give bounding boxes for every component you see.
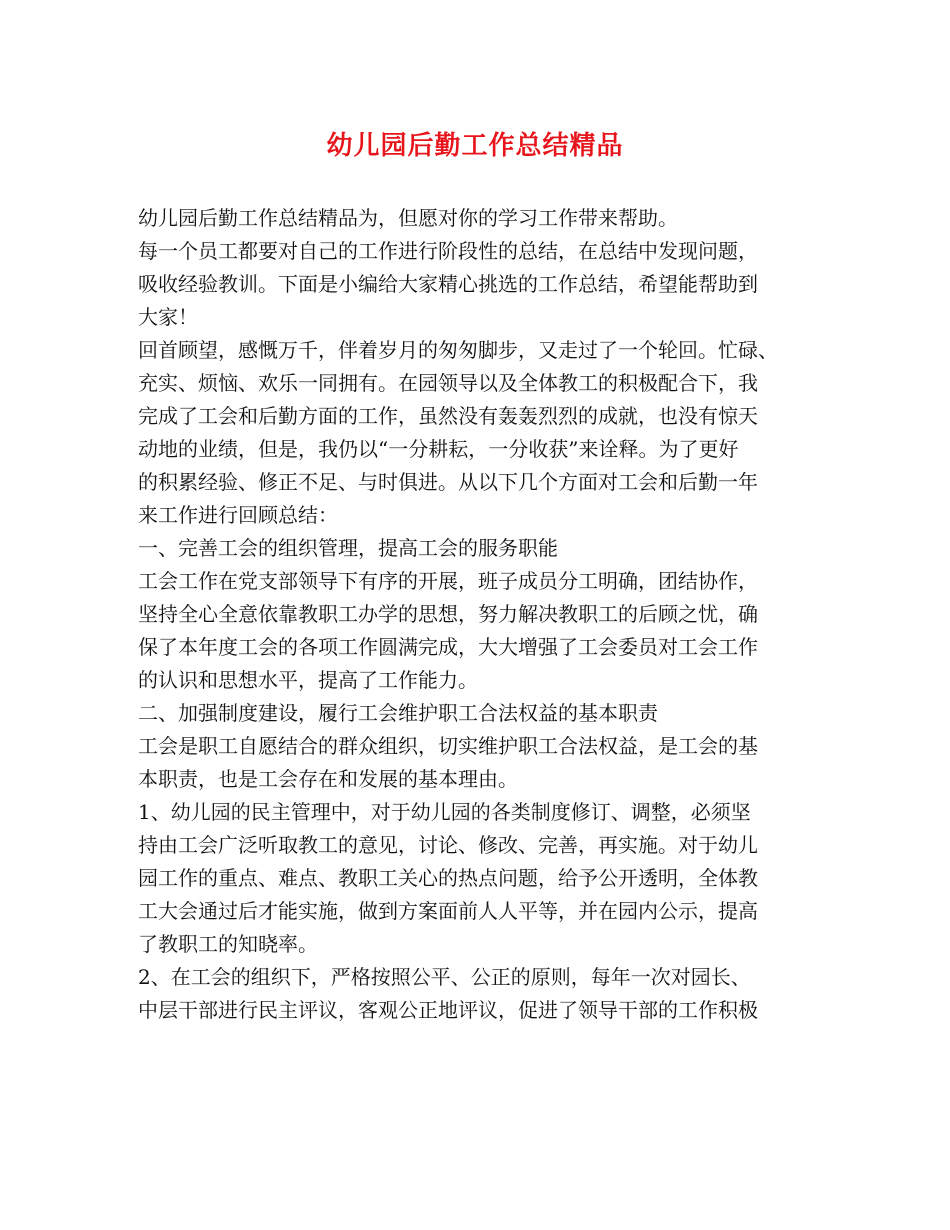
document-title: 幼儿园后勤工作总结精品: [326, 131, 624, 161]
text-line: 园工作的重点、难点、教职工关心的热点问题，给予公开透明，全体教: [138, 866, 758, 890]
text-line: 工会工作在党支部领导下有序的开展，班子成员分工明确，团结协作，: [138, 569, 758, 593]
section-heading: 一、完善工会的组织管理，提高工会的服务职能: [138, 536, 558, 560]
text-line: 保了本年度工会的各项工作圆满完成，大大增强了工会委员对工会工作: [138, 635, 758, 659]
text-line: 中层干部进行民主评议，客观公正地评议，促进了领导干部的工作积极: [138, 998, 758, 1022]
text-line: 完成了工会和后勤方面的工作，虽然没有轰轰烈烈的成就，也没有惊天: [138, 404, 758, 428]
text-line: 1、幼儿园的民主管理中，对于幼儿园的各类制度修订、调整，必须坚: [138, 800, 751, 824]
document-body: [138, 202, 818, 1027]
text-line: 持由工会广泛听取教工的意见，讨论、修改、完善，再实施。对于幼儿: [138, 833, 758, 857]
text-line: 坚持全心全意依靠教职工办学的思想，努力解决教职工的后顾之忧，确: [138, 602, 758, 626]
text-line: 幼儿园后勤工作总结精品为，但愿对你的学习工作带来帮助。: [138, 206, 678, 230]
text-line: 工大会通过后才能实施，做到方案面前人人平等，并在园内公示，提高: [138, 899, 758, 923]
text-line: 来工作进行回顾总结：: [138, 503, 338, 527]
section-heading: 二、加强制度建设，履行工会维护职工合法权益的基本职责: [138, 701, 658, 725]
text-line: 充实、烦恼、欢乐一同拥有。在园领导以及全体教工的积极配合下，我: [138, 371, 758, 395]
text-line: 吸收经验教训。下面是小编给大家精心挑选的工作总结，希望能帮助到: [138, 272, 758, 296]
text-line: 动地的业绩，但是，我仍以“一分耕耘，一分收获”来诠释。为了更好: [138, 437, 739, 461]
text-line: 的认识和思想水平，提高了工作能力。: [138, 668, 478, 692]
text-line: 每一个员工都要对自己的工作进行阶段性的总结，在总结中发现问题，: [138, 239, 758, 263]
text-line: 了教职工的知晓率。: [138, 932, 318, 956]
text-line: 大家！: [138, 305, 198, 329]
text-line: 2、在工会的组织下，严格按照公平、公正的原则，每年一次对园长、: [138, 965, 751, 989]
text-line: 工会是职工自愿结合的群众组织，切实维护职工合法权益，是工会的基: [138, 734, 758, 758]
text-line: 本职责，也是工会存在和发展的基本理由。: [138, 767, 518, 791]
text-line: 回首顾望，感慨万千，伴着岁月的匆匆脚步，又走过了一个轮回。忙碌、: [138, 338, 778, 362]
text-line: 的积累经验、修正不足、与时俱进。从以下几个方面对工会和后勤一年: [138, 470, 758, 494]
